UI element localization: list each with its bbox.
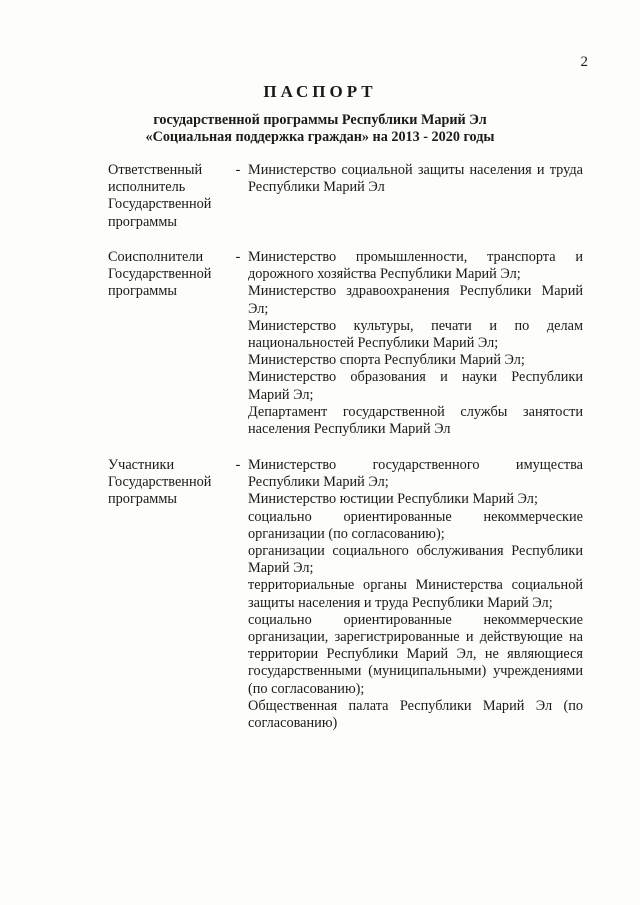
section-dash: - bbox=[235, 162, 241, 178]
page-number: 2 bbox=[580, 54, 588, 70]
section-item: Министерство социальной защиты населения и труда Республики Марий Эл bbox=[248, 162, 583, 196]
section-content bbox=[248, 162, 583, 196]
section-item: Департамент государственной службы занятости населения Республики Марий Эл bbox=[248, 403, 583, 438]
section-item: Министерство спорта Республики Марий Эл; bbox=[248, 352, 525, 369]
section-dash: - bbox=[235, 249, 241, 265]
section-item: Министерство промышленности, транспорта и дорожного хозяйства Республики Марий Эл; bbox=[248, 249, 583, 283]
section-item: Министерство образования и науки Республики Марий Эл; bbox=[248, 369, 583, 403]
section-item: Министерство государственного имущества Республики Марий Эл; bbox=[248, 457, 583, 491]
section-item: Общественная палата Республики Марий Эл (по согласованию) bbox=[248, 697, 583, 732]
document-heading bbox=[0, 82, 640, 146]
section-item: социально ориентированные некоммерческие организации, зарегистрированные и действующие на территории Республики Марий Эл, не являющиеся государственными (муниципальными) учреждениями (по согласованию); bbox=[248, 611, 583, 697]
section-item: организации социального обслуживания Республики Марий Эл; bbox=[248, 543, 583, 577]
section-item: Министерство здравоохранения Республики Марий Эл; bbox=[248, 283, 583, 317]
section-item: Министерство культуры, печати и по делам национальностей Республики Марий Эл; bbox=[248, 317, 583, 352]
section-item: социально ориентированные некоммерческие организации (по согласованию); bbox=[248, 508, 583, 542]
section-label: Ответственный исполнитель Государственной программы bbox=[108, 162, 212, 230]
section-label: Участники Государственной программы bbox=[108, 457, 212, 508]
section-dash: - bbox=[235, 457, 241, 473]
section-item: территориальные органы Министерства социальной защиты населения и труда Республики Марий Эл; bbox=[248, 577, 583, 611]
document-subtitle-line-1: государственной программы Республики Марий Эл bbox=[153, 112, 487, 128]
section-content bbox=[248, 249, 583, 438]
section-label: Соисполнители Государственной программы bbox=[108, 249, 212, 300]
section-content bbox=[248, 457, 583, 732]
section-item: Министерство юстиции Республики Марий Эл; bbox=[248, 491, 538, 508]
document-title: ПАСПОРТ bbox=[263, 82, 377, 101]
document-subtitle-line-2: «Социальная поддержка граждан» на 2013 - 2020 годы bbox=[145, 129, 495, 145]
